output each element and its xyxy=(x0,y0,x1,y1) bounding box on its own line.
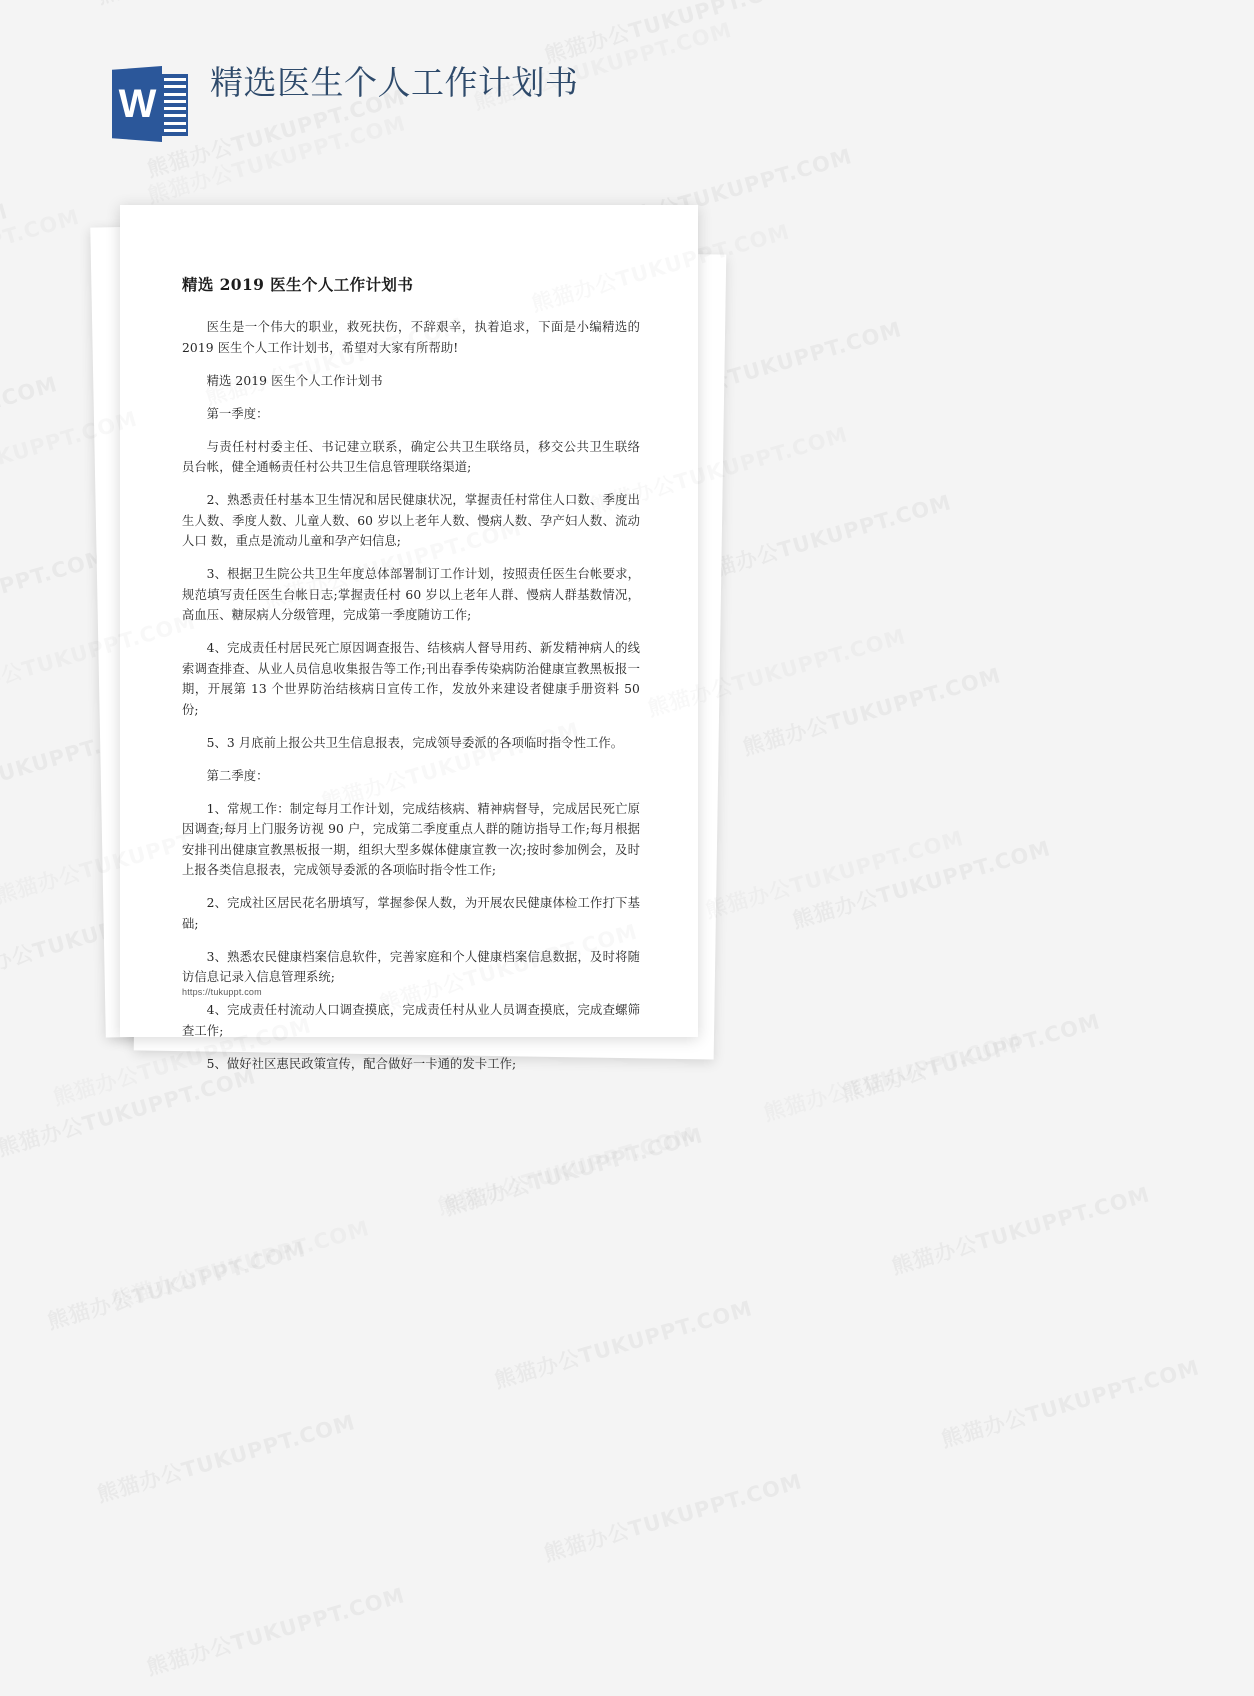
document-paragraph: 4、完成责任村居民死亡原因调查报告、结核病人督导用药、新发精神病人的线索调查排查、从业人员信息收集报告等工作;刊出春季传染病防治健康宣教黑板报一期，开展第 13 个世界防治结核病日宣传工作，发放外来建设者健康手册资料 50 份; xyxy=(182,641,640,717)
watermark-text xyxy=(0,1219,360,1351)
watermark-text xyxy=(738,818,1105,950)
document-paragraph: 精选 2019 医生个人工作计划书 xyxy=(206,373,383,388)
word-icon-line xyxy=(164,93,186,96)
document-paragraph: 1、常规工作：制定每月工作计划，完成结核病、精神病督导，完成居民死亡原因调查;每月上门服务访视 90 户，完成第二季度重点人群的随访指导工作;每月根据安排刊出健康宣教黑板报一期，组织大型多媒体健康宣教一次;按时参加例会，及时上报各类信息报表，完成领导委派的各项临时指令性工作; xyxy=(182,801,640,877)
watermark-text xyxy=(440,1278,807,1410)
word-icon-line xyxy=(164,78,186,81)
word-icon-letter: W xyxy=(118,81,156,126)
document-footer-url[interactable]: https://tukuppt.com xyxy=(182,987,262,997)
document-paragraph: 5、做好社区惠民政策宣传，配合做好一卡通的发卡工作; xyxy=(206,1056,517,1071)
document-paragraph: 第二季度： xyxy=(206,768,269,783)
document-paragraph: 医生是一个伟大的职业，救死扶伤，不辞艰辛，执着追求，下面是小编精选的 2019 医生个人工作计划书，希望对大家有所帮助! xyxy=(182,320,640,355)
word-icon-line xyxy=(164,122,186,125)
watermark-text xyxy=(418,1114,722,1255)
document-paragraph: 与责任村村委主任、书记建立联系，确定公共卫生联络员，移交公共卫生联络员台帐，健全通畅责任村公共卫生信息管理联络渠道; xyxy=(182,439,640,474)
watermark-text xyxy=(489,1451,856,1583)
watermark-text xyxy=(887,1337,1254,1469)
word-icon-line xyxy=(164,100,186,103)
document-paragraph: 第一季度： xyxy=(206,406,269,421)
document-heading: 精选 2019 医生个人工作计划书 xyxy=(182,275,414,294)
document-paragraph: 2、熟悉责任村基本卫生情况和居民健康状况，掌握责任村常住人口数、季度出生人数、季度人数、儿童人数、60 岁以上老年人数、慢病人数、孕产妇人数、流动人口 数，重点是流动儿童和孕产妇信息; xyxy=(182,493,640,548)
document-paragraph: 5、3 月底前上报公共卫生信息报表，完成领导委派的各项临时指令性工作。 xyxy=(206,735,624,750)
document-content xyxy=(120,205,698,1074)
document-paragraph: 3、根据卫生院公共卫生年度总体部署制订工作计划，按照责任医生台帐要求，规范填写责任医生台帐日志;掌握责任村 60 岁以上老年人群、慢病人群基数情况，高血压、糖尿病人分级管理，完成第一季度随访工作; xyxy=(182,567,640,622)
watermark-text xyxy=(787,991,1154,1123)
watermark-text xyxy=(92,1207,396,1348)
watermark-text xyxy=(688,645,1055,777)
word-icon-line xyxy=(164,114,186,117)
page-title: 精选医生个人工作计划书 xyxy=(210,63,579,102)
preview-header xyxy=(0,0,800,205)
document-paragraph: 3、熟悉农民健康档案信息软件，完善家庭和个人健康档案信息数据，及时将随访信息记录入信息管理系统; xyxy=(182,949,640,984)
watermark-text xyxy=(837,1164,1204,1296)
word-icon-line xyxy=(164,129,186,132)
document-page[interactable] xyxy=(120,205,698,1071)
word-icon-line xyxy=(164,107,186,110)
watermark-text xyxy=(92,1565,459,1696)
document-paragraph: 4、完成责任村流动人口调查摸底，完成责任村从业人员调查摸底，完成查螺筛查工作; xyxy=(182,1003,640,1038)
word-icon-line xyxy=(164,85,186,88)
word-document-icon xyxy=(112,62,188,146)
document-paragraph: 2、完成社区居民花名册填写，掌握参保人数，为开展农民健康体检工作打下基础; xyxy=(182,896,640,931)
watermark-text xyxy=(42,1392,409,1524)
watermark-text xyxy=(390,1105,757,1237)
word-icon-lines xyxy=(162,74,188,136)
